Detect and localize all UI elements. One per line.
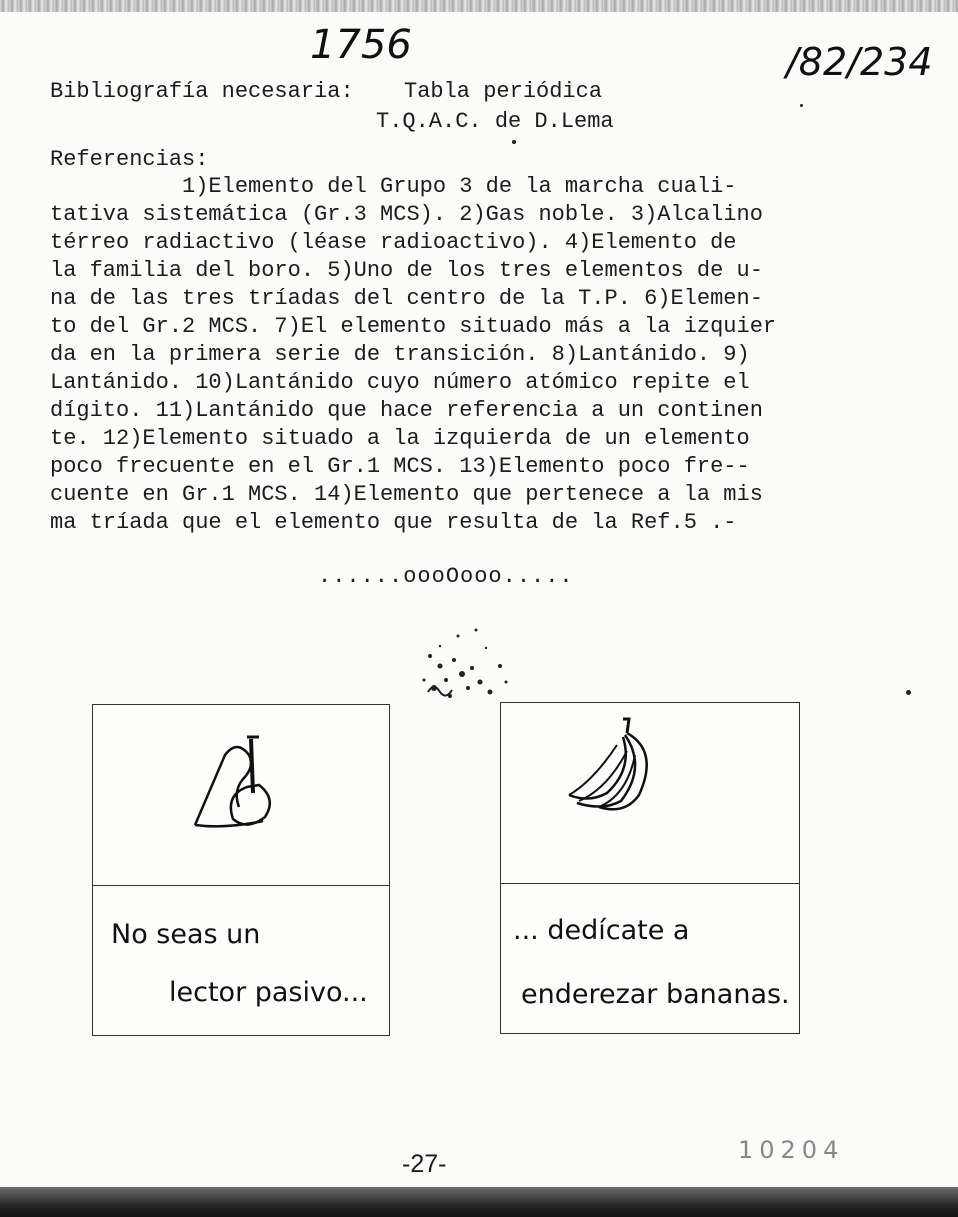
left-caption-line-1: No seas un — [111, 919, 261, 950]
panel-divider — [93, 885, 389, 886]
reference-line: cuente en Gr.1 MCS. 14)Elemento que pertenece a la mis — [50, 482, 763, 507]
section-separator: ......oooOooo..... — [318, 564, 574, 589]
reference-line: 1)Elemento del Grupo 3 de la marcha cuali- — [50, 174, 737, 199]
scan-bottom-edge — [0, 1187, 958, 1217]
reference-line: poco frecuente en el Gr.1 MCS. 13)Elemento poco fre-- — [50, 454, 750, 479]
reference-line: to del Gr.2 MCS. 7)El elemento situado más a la izquier — [50, 314, 777, 339]
scan-speck — [800, 104, 803, 107]
reference-line: Lantánido. 10)Lantánido cuyo número atómico repite el — [50, 370, 750, 395]
twisted-banana-icon — [185, 733, 295, 833]
scan-speck — [512, 140, 516, 144]
right-caption-line-1: ... dedícate a — [513, 915, 690, 946]
right-caption-line-2: enderezar bananas. — [521, 979, 790, 1010]
reference-line: la familia del boro. 5)Uno de los tres elementos de u- — [50, 258, 763, 283]
scan-speck — [906, 690, 911, 695]
references-text — [50, 173, 850, 537]
page-number: -27- — [402, 1150, 447, 1178]
banana-bunch-icon — [563, 711, 673, 821]
left-cartoon-panel — [92, 704, 390, 1036]
reference-line: ma tríada que el elemento que resulta de la Ref.5 .- — [50, 510, 737, 535]
bibliography-item-1: Tabla periódica — [404, 79, 603, 104]
bibliography-item-2: T.Q.A.C. de D.Lema — [376, 109, 614, 134]
reference-line: tativa sistemática (Gr.3 MCS). 2)Gas noble. 3)Alcalino — [50, 202, 763, 227]
reference-line: da en la primera serie de transición. 8)Lantánido. 9) — [50, 342, 750, 367]
references-heading: Referencias: — [50, 147, 209, 172]
handwritten-reference: /82/234 — [786, 40, 933, 84]
bibliography-label: Bibliografía necesaria: — [50, 79, 354, 104]
archive-stamp: 10204 — [738, 1136, 845, 1164]
reference-line: te. 12)Elemento situado a la izquierda de un elemento — [50, 426, 750, 451]
right-cartoon-panel — [500, 702, 800, 1034]
reference-line: na de las tres tríadas del centro de la T.P. 6)Elemen- — [50, 286, 763, 311]
left-caption-line-2: lector pasivo... — [169, 977, 368, 1008]
reference-line: térreo radiactivo (léase radioactivo). 4)Elemento de — [50, 230, 737, 255]
handwritten-number: 1756 — [310, 22, 412, 68]
reference-line: dígito. 11)Lantánido que hace referencia a un continen — [50, 398, 763, 423]
panel-divider — [501, 883, 799, 884]
ink-splatter-icon — [410, 596, 530, 706]
scan-top-edge — [0, 0, 958, 12]
